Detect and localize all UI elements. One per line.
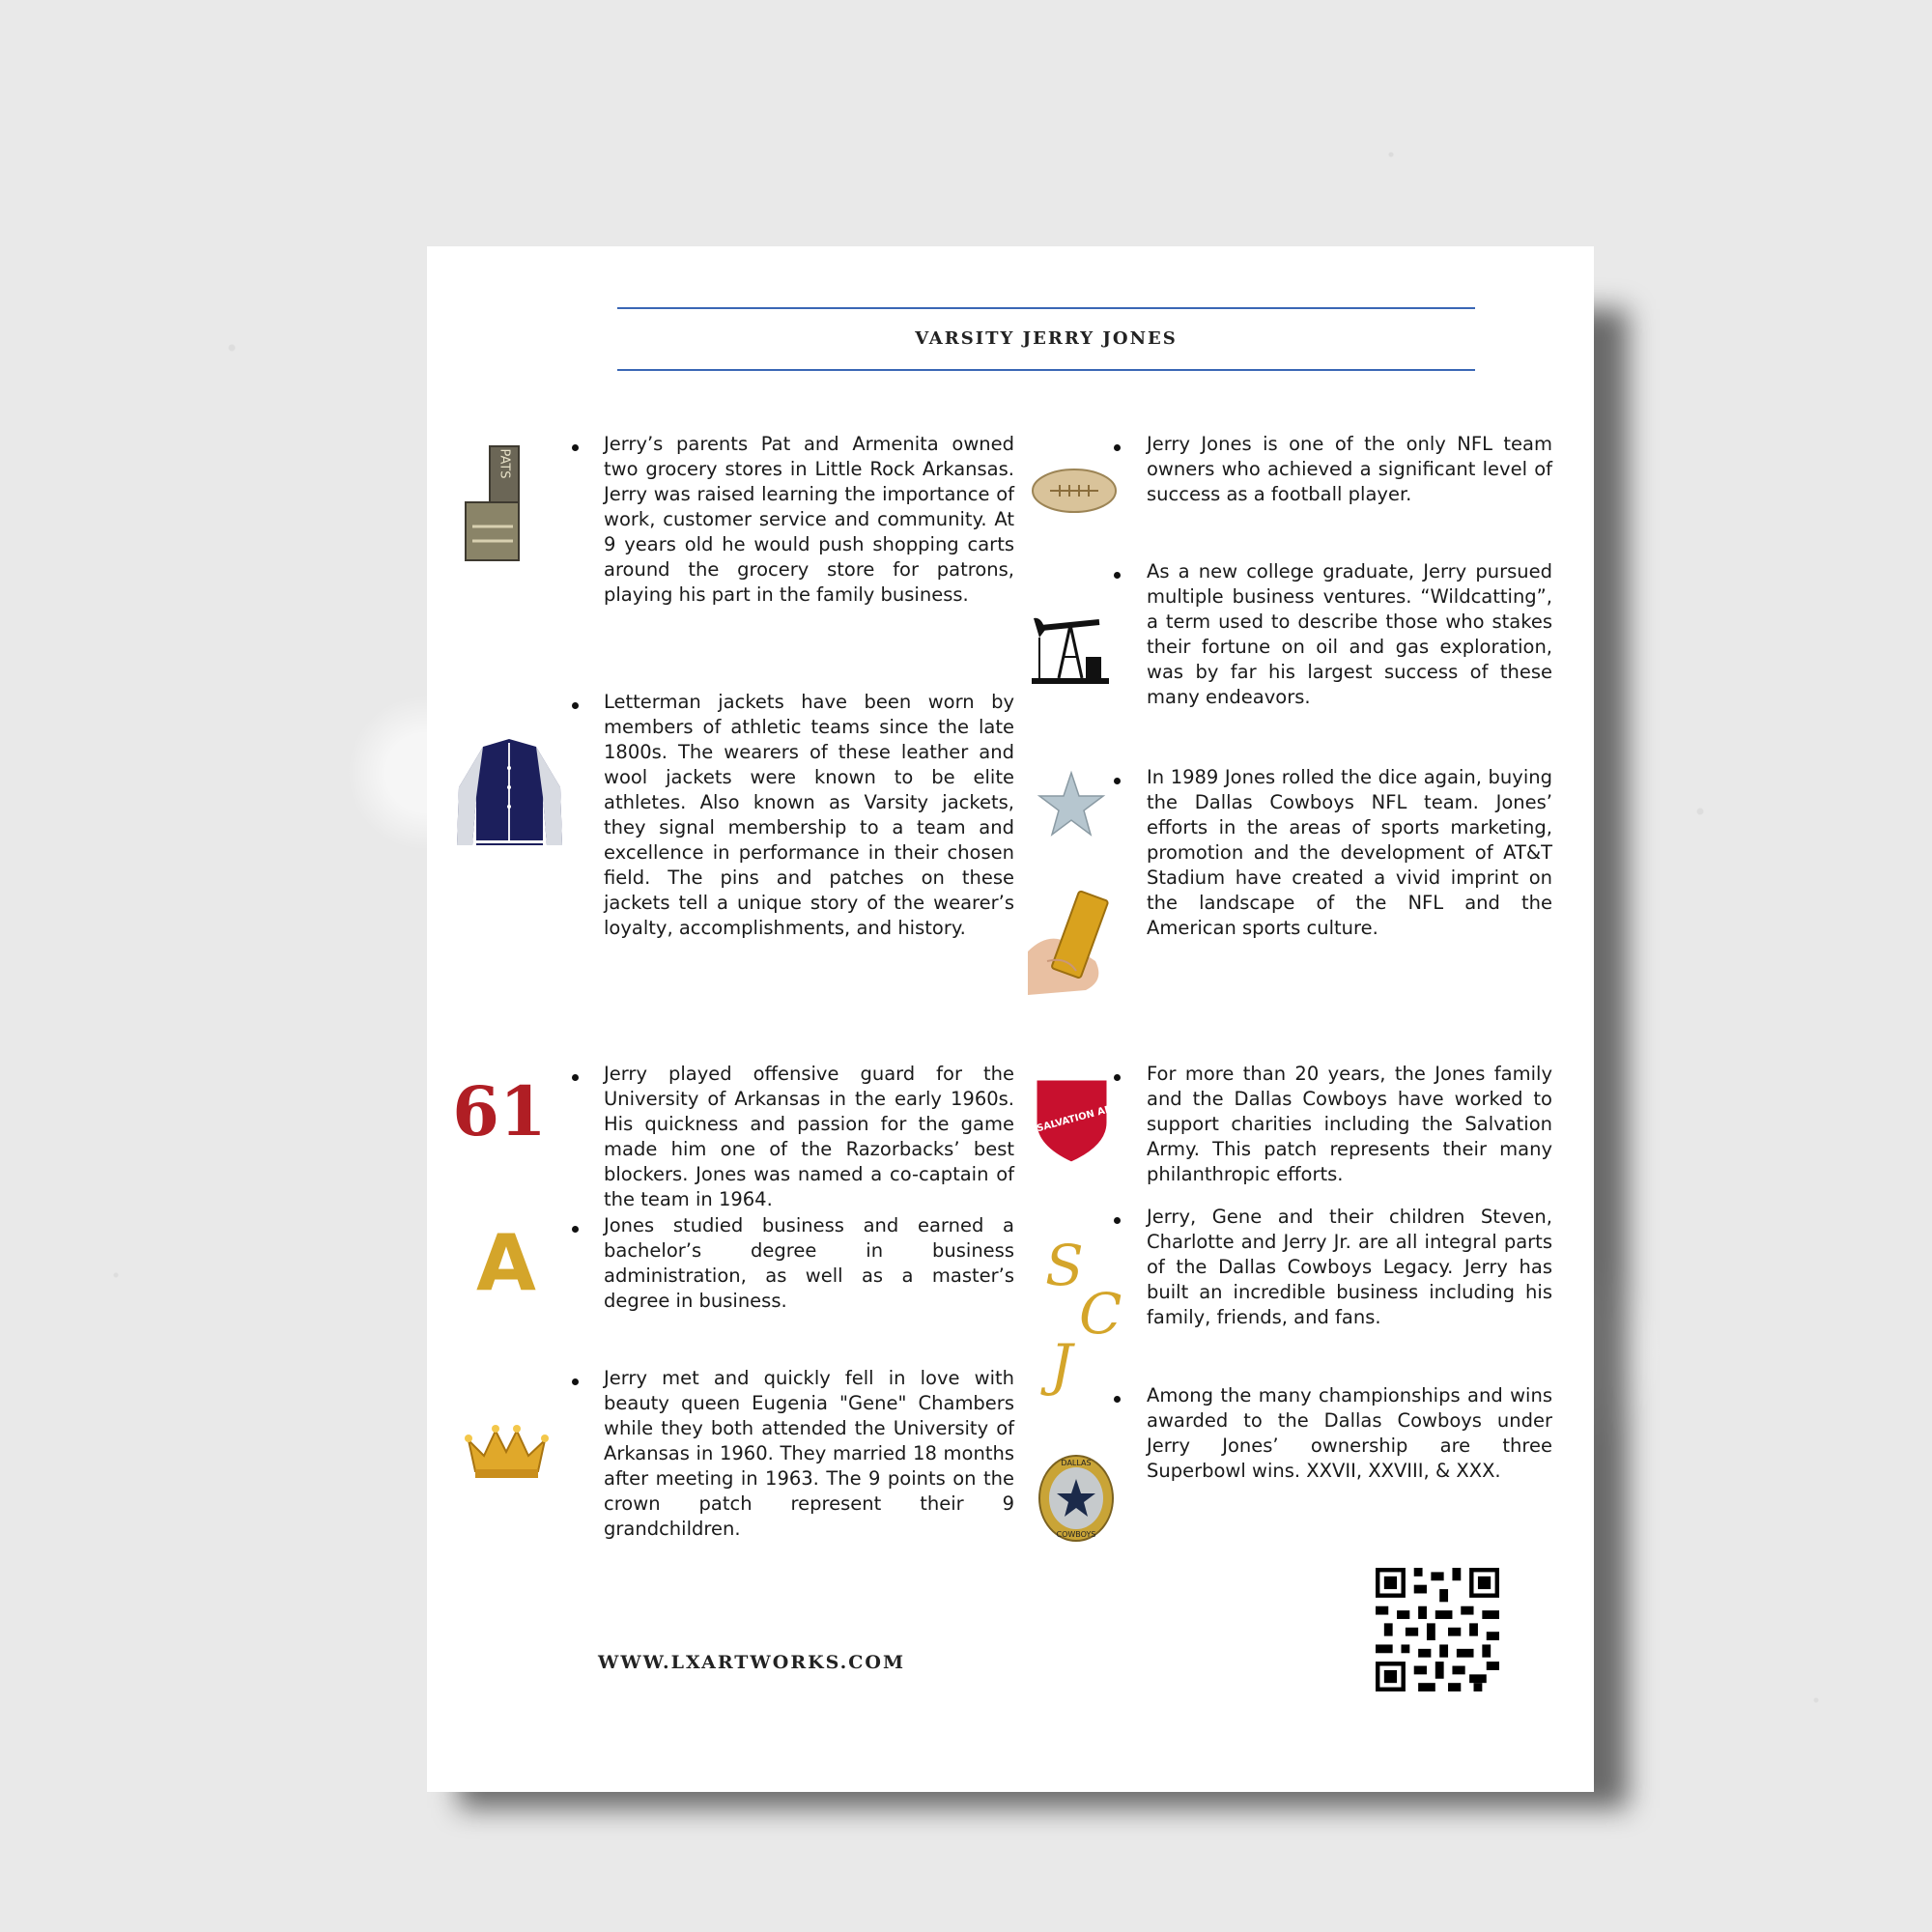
document-page [427,246,1594,1792]
silver-star-icon [1037,771,1105,838]
bullet [1114,1396,1121,1403]
bullet [572,1378,579,1385]
paragraph-family-legacy: Jerry, Gene and their children Steven, Charlotte and Jerry Jr. are all integral parts of the Dallas Cowboys Legacy. Jerry has built an incredible business including his family, friends, and fans. [1147,1206,1552,1328]
svg-text:S: S [1045,1233,1084,1298]
bullet [1114,778,1121,784]
gold-crown-icon [461,1423,553,1481]
paragraph-grocery: Jerry’s parents Pat and Armenita owned two grocery stores in Little Rock Arkansas. Jerry was raised learning the importance of work, customer service and community. At 9 years old he would push shopping carts around the grocery store for patrons, playing his part in the family business. [604,433,1014,606]
svg-text:J: J [1050,1332,1073,1398]
bullet [572,444,579,451]
gold-script-initials-icon [1036,1232,1122,1410]
gold-bar-in-hand-icon [1028,874,1120,1000]
bullet [1114,1074,1121,1081]
bullet [1114,444,1121,451]
bullet [572,1226,579,1233]
svg-text:C: C [1079,1281,1122,1347]
paragraph-cowboys-purchase: In 1989 Jones rolled the dice again, buying the Dallas Cowboys NFL team. Jones’ efforts in the areas of sports marketing, promotion and the development of AT&T Stadium have created a vivid imprint on the landscape of the NFL and the American sports culture. [1147,766,1552,939]
paragraph-wildcatting: As a new college graduate, Jerry pursued multiple business ventures. “Wildcatting”, a term used to describe those who stakes their fortune on oil and gas exploration, was by far his largest success of these many endeavors. [1147,560,1552,708]
pats-supermarket-sign-icon [461,444,528,570]
svg-text:COWBOYS: COWBOYS [1056,1530,1096,1539]
gold-letter-a-icon [470,1218,543,1308]
paragraph-gene-chambers: Jerry met and quickly fell in love with beauty queen Eugenia "Gene" Chambers while they both attended the University of Arkansas in 1960. They married 18 months after meeting in 1963. The 9 points on the crown patch represent their 9 grandchildren. [604,1367,1014,1540]
oil-pump-jack-icon [1032,609,1109,686]
paragraph-letterman-jackets: Letterman jackets have been worn by members of athletic teams since the late 1800s. The wearers of these leather and wool jackets were known to be elite athletes. Also known as Varsity jackets, they signal membership to a team and excellence in performance in their chosen field. The pins and patches on these jackets tell a unique story of the wearer’s loyalty, accomplishments, and history. [604,691,1014,939]
paragraph-offensive-guard: Jerry played offensive guard for the University of Arkansas in the early 1960s. His quickness and passion for the game made him one of the Razorbacks’ best blockers. Jones was named a co-captain of the team in 1964. [604,1063,1014,1210]
letterman-jacket-icon [454,729,565,855]
title-bottom-rule [617,369,1475,371]
bullet [572,702,579,709]
top-rule [617,307,1475,309]
page-title: VARSITY JERRY JONES [915,328,1178,349]
paragraph-charities: For more than 20 years, the Jones family and the Dallas Cowboys have worked to support charities including the Salvation Army. This patch represents their many philanthropic efforts. [1147,1063,1552,1185]
super-bowl-ring-icon [1036,1452,1118,1544]
svg-text:DALLAS: DALLAS [1061,1459,1092,1467]
paragraph-superbowls: Among the many championships and wins awarded to the Dallas Cowboys under Jerry Jones’ ownership are three Superbowl wins. XXVII, XXVIII, & XXX. [1147,1384,1552,1482]
number-61-patch-icon [451,1065,548,1152]
salvation-army-patch-icon [1011,1074,1130,1166]
paragraph-nfl-owner: Jerry Jones is one of the only NFL team owners who achieved a significant level of success as a football player. [1147,433,1552,505]
svg-text:THE SALVATION ARMY: THE SALVATION ARMY [1011,1099,1130,1141]
paragraph-business-degree: Jones studied business and earned a bachelor’s degree in business administration, as well as a master’s degree in business. [604,1214,1014,1312]
svg-text:PATS: PATS [497,448,512,479]
bullet [1114,572,1121,579]
bullet [1114,1217,1121,1224]
website-url[interactable]: WWW.LXARTWORKS.COM [598,1652,905,1673]
svg-text:61: 61 [452,1071,547,1151]
svg-text:A: A [476,1218,536,1308]
bullet [572,1074,579,1081]
football-icon [1031,467,1118,515]
qr-code-icon[interactable] [1376,1568,1499,1691]
